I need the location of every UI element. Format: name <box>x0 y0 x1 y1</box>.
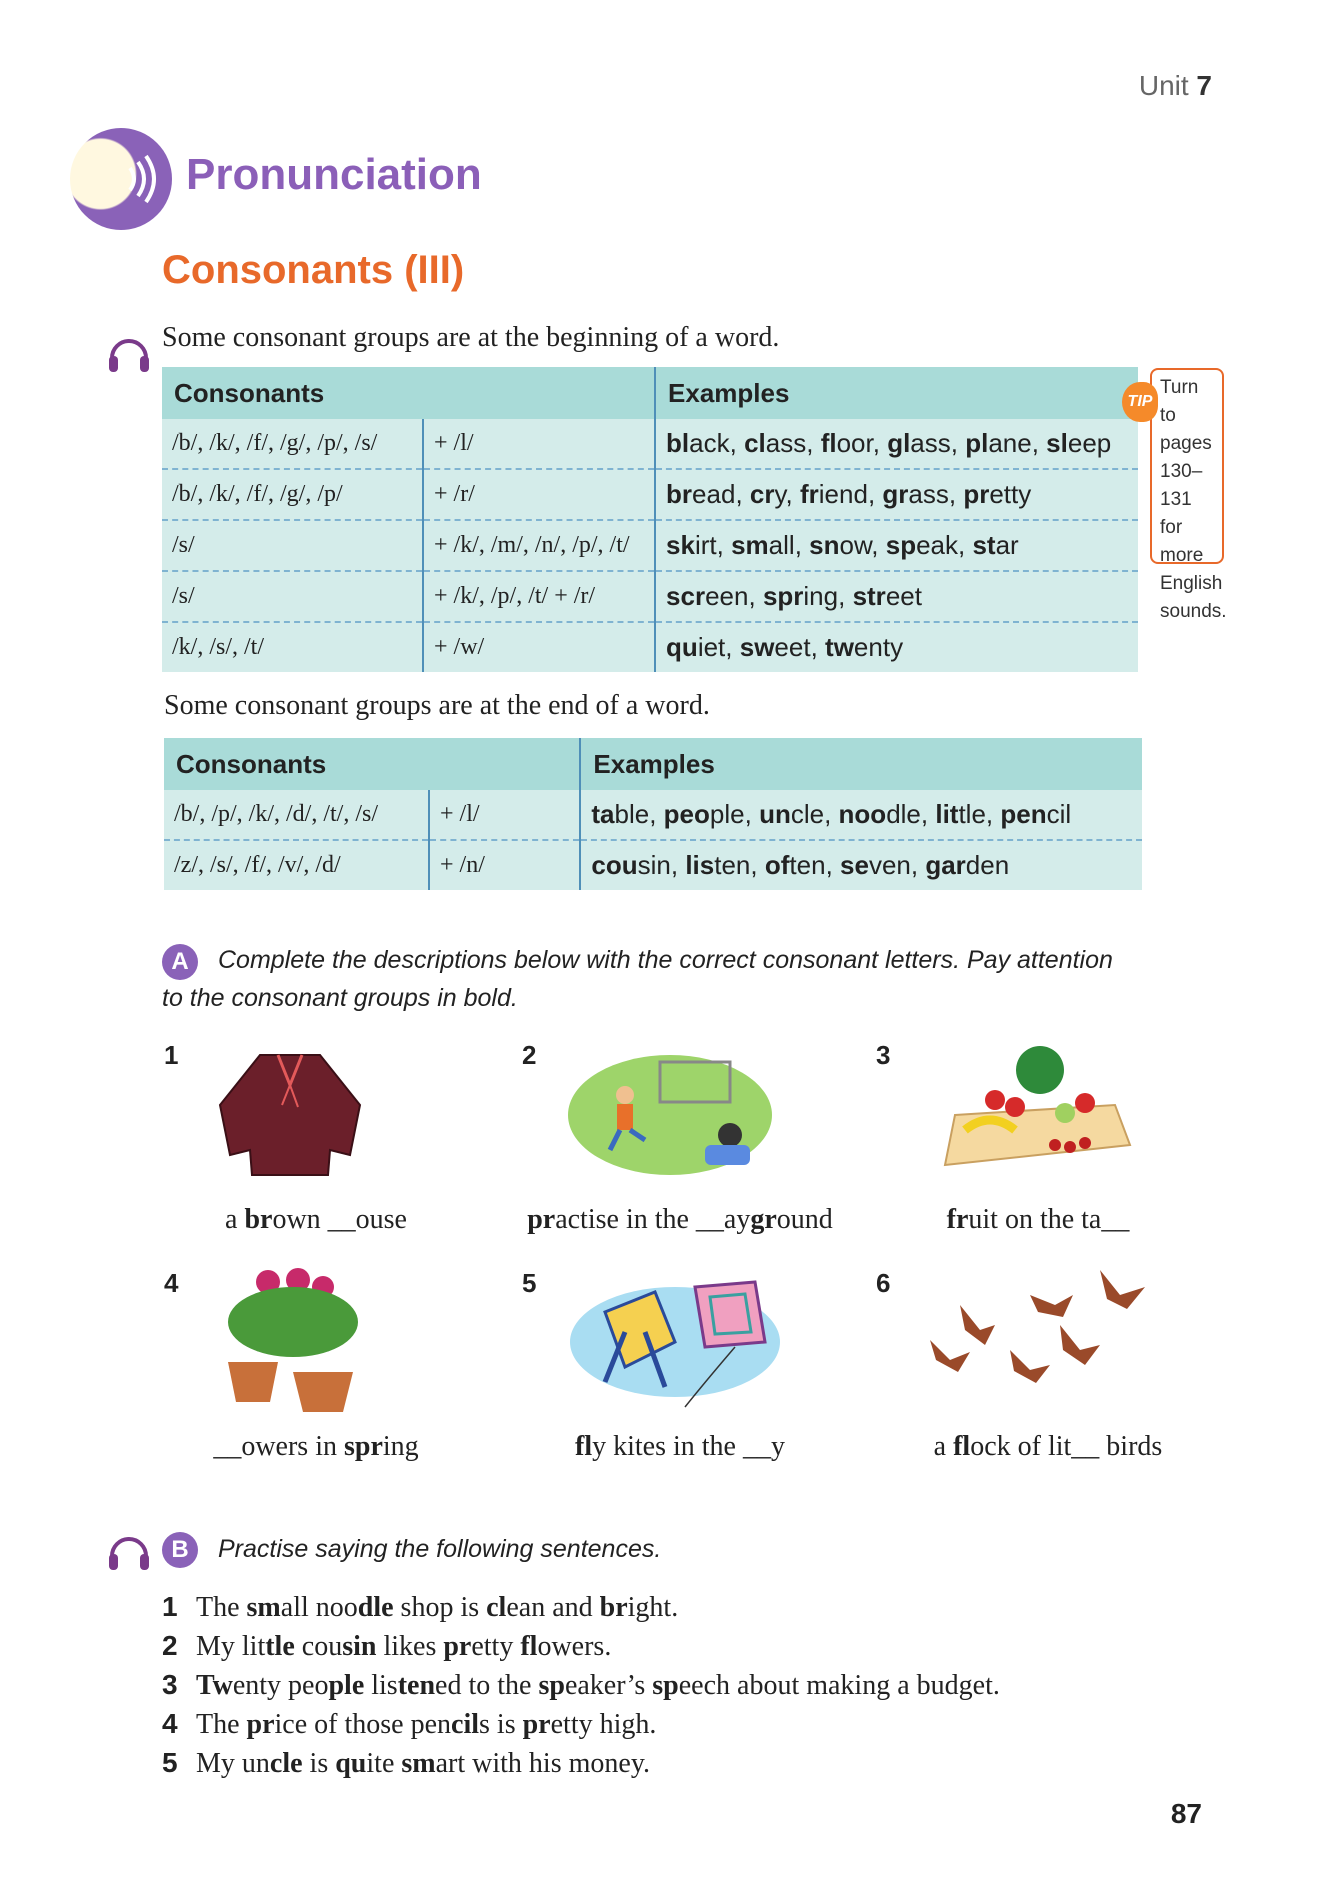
group-cell: + /l/ <box>429 790 580 840</box>
caption-6: a flock of lit__ birds <box>933 1431 1163 1462</box>
group-cell: + /n/ <box>429 840 580 890</box>
sentence: 2 My little cousin likes pretty flowers. <box>162 1627 1202 1666</box>
tip-badge: TIP <box>1122 382 1158 422</box>
sentence-number: 4 <box>162 1708 178 1739</box>
table-header-consonants: Consonants <box>164 738 580 790</box>
table-row <box>162 469 1138 520</box>
caption-3: fruit on the ta__ <box>946 1204 1130 1235</box>
group-cell: + /k/, /p/, /t/ + /r/ <box>423 571 655 622</box>
sentence-number: 1 <box>162 1591 178 1622</box>
tip-box: Turn to pages 130–131 for more English sounds. <box>1150 368 1224 564</box>
consonants-beginning-table <box>162 367 1138 672</box>
group-cell: + /l/ <box>423 419 655 469</box>
table-header-row <box>162 367 1138 419</box>
table-header-row <box>164 738 1142 790</box>
caption-4: __owers in spring <box>213 1431 419 1462</box>
topic-title: Consonants (III) <box>162 248 465 292</box>
group-cell: + /w/ <box>423 622 655 672</box>
examples-cell: table, people, uncle, noodle, little, pencil <box>580 790 1142 840</box>
page-number: 87 <box>1170 1798 1202 1829</box>
sentence-number: 2 <box>162 1630 178 1661</box>
caption-2: practise in the __ayground <box>527 1204 833 1235</box>
sentence: 1 The small noodle shop is clean and bright. <box>162 1588 1202 1627</box>
exercise-a-badge: A <box>162 944 198 980</box>
item-number: 1 <box>164 1040 179 1070</box>
exercise-b-badge: B <box>162 1532 198 1568</box>
consonant-cell: /s/ <box>162 571 423 622</box>
table-row <box>162 419 1138 469</box>
exercise-a-instruction: Complete the descriptions below with the correct consonant letters. Pay attention to the consonant groups in bold. <box>162 946 1113 1012</box>
consonant-cell: /k/, /s/, /t/ <box>162 622 423 672</box>
examples-cell: cousin, listen, often, seven, garden <box>580 840 1142 890</box>
examples-cell: skirt, small, snow, speak, star <box>655 520 1138 571</box>
consonants-end-table <box>164 738 1142 890</box>
consonant-cell: /z/, /s/, /f/, /v/, /d/ <box>164 840 429 890</box>
intro-end: Some consonant groups are at the end of a word. <box>164 690 710 721</box>
item-number: 3 <box>876 1040 891 1070</box>
caption-1: a brown __ouse <box>225 1204 407 1235</box>
table-header-examples: Examples <box>580 738 1142 790</box>
sentence: 5 My uncle is quite smart with his money. <box>162 1744 1202 1783</box>
table-row <box>162 622 1138 672</box>
group-cell: + /r/ <box>423 469 655 520</box>
examples-cell: bread, cry, friend, grass, pretty <box>655 469 1138 520</box>
table-row <box>164 840 1142 890</box>
consonant-cell: /b/, /p/, /k/, /d/, /t/, /s/ <box>174 801 379 827</box>
item-number: 5 <box>522 1268 537 1298</box>
consonant-cell: /s/ <box>162 520 423 571</box>
examples-cell: screen, spring, street <box>655 571 1138 622</box>
blouse-image <box>210 1045 370 1190</box>
table-header-examples: Examples <box>655 367 1138 419</box>
playground-image <box>565 1040 775 1185</box>
caption-5: fly kites in the __y <box>575 1431 785 1462</box>
unit-label: Unit 7 <box>1138 70 1212 101</box>
headphones-icon[interactable] <box>106 1528 152 1577</box>
sentence-list <box>162 1588 1202 1783</box>
item-number: 6 <box>876 1268 891 1298</box>
section-title: Pronunciation <box>186 150 482 199</box>
group-cell: + /k/, /m/, /n/, /p/, /t/ <box>423 520 655 571</box>
consonant-cell: /b/, /k/, /f/, /g/, /p/, /s/ <box>172 430 378 456</box>
sentence: 3 Twenty people listened to the speaker’s speech about making a budget. <box>162 1666 1202 1705</box>
pronunciation-logo-icon <box>70 128 172 230</box>
consonant-cell: /b/, /k/, /f/, /g/, /p/ <box>162 469 423 520</box>
table-row <box>162 571 1138 622</box>
intro-beginning: Some consonant groups are at the beginning of a word. <box>162 322 780 353</box>
sentence-number: 3 <box>162 1669 178 1700</box>
examples-cell: black, class, floor, glass, plane, sleep <box>655 419 1138 469</box>
examples-cell: quiet, sweet, twenty <box>655 622 1138 672</box>
sentence-number: 5 <box>162 1747 178 1778</box>
fruit-table-image <box>935 1035 1135 1190</box>
table-header-consonants: Consonants <box>162 367 655 419</box>
item-number: 4 <box>164 1268 179 1298</box>
exercise-b-instruction: Practise saying the following sentences. <box>218 1535 662 1563</box>
birds-image <box>920 1260 1150 1405</box>
item-number: 2 <box>522 1040 537 1070</box>
headphones-icon[interactable] <box>106 330 152 379</box>
table-row <box>164 790 1142 840</box>
flowers-image <box>218 1262 368 1417</box>
table-row <box>162 520 1138 571</box>
kites-image <box>565 1272 805 1417</box>
sentence: 4 The price of those pencils is pretty high. <box>162 1705 1202 1744</box>
